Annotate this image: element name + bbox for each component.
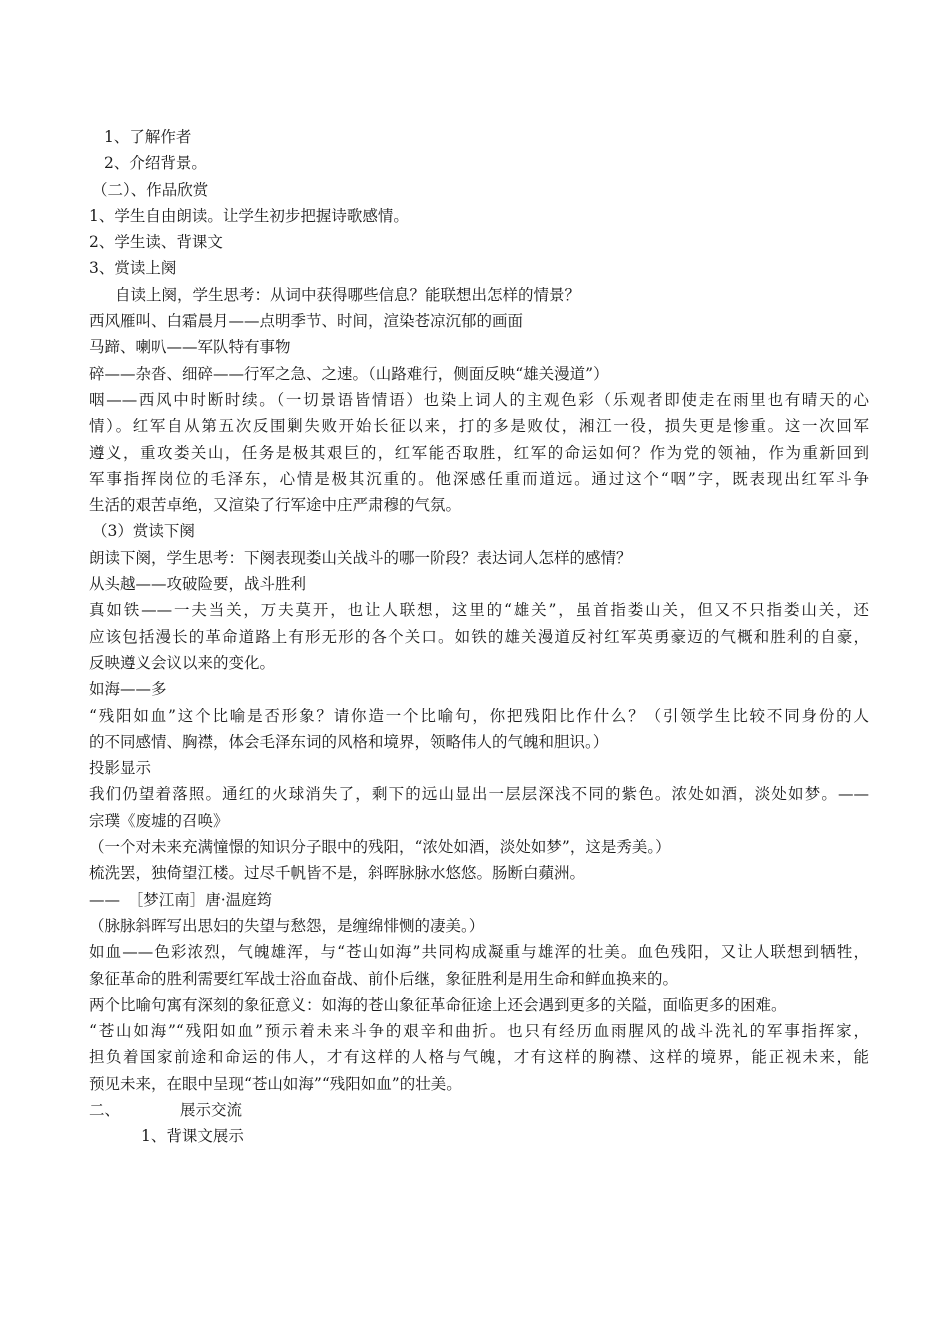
paragraph-line: 如血——色彩浓烈，气魄雄浑，与“苍山如海”共同构成凝重与雄浑的壮美。血色残阳，又让人联想到牺牲， bbox=[89, 943, 869, 962]
text-line: 从头越——攻破险要，战斗胜利 bbox=[89, 575, 307, 594]
text-line: 1、背课文展示 bbox=[141, 1127, 244, 1146]
section-number: 二、 bbox=[89, 1100, 121, 1119]
paragraph-line: 象征革命的胜利需要红军战士浴血奋战、前仆后继，象征胜利是用生命和鲜血换来的。 bbox=[89, 969, 679, 988]
text-line: 朗读下阕，学生思考：下阕表现娄山关战斗的哪一阶段？表达词人怎样的感情？ bbox=[89, 548, 632, 567]
paragraph-line: 情）。红军自从第五次反围剿失败开始长征以来，打的多是败仗，湘江一役，损失更是惨重。这一次回军 bbox=[89, 417, 869, 436]
paragraph-line: 的不同感情、胸襟，体会毛泽东词的风格和境界，领略伟人的气魄和胆识。） bbox=[89, 732, 609, 751]
section-title: 展示交流 bbox=[180, 1100, 243, 1119]
text-line: 马蹄、喇叭——军队特有事物 bbox=[89, 338, 291, 357]
text-line: 自读上阕，学生思考：从词中获得哪些信息？能联想出怎样的情景？ bbox=[115, 285, 581, 304]
text-line: 西风雁叫、白霜晨月——点明季节、时间，渲染苍凉沉郁的画面 bbox=[89, 312, 524, 331]
text-line: 投影显示 bbox=[89, 759, 152, 778]
quote-source: 宗璞《废墟的召唤》 bbox=[89, 811, 229, 830]
text-line: 1、了解作者 bbox=[104, 128, 192, 146]
text-line: 如海——多 bbox=[89, 680, 167, 699]
paragraph-line: 反映遵义会议以来的变化。 bbox=[89, 653, 276, 672]
paragraph-line: “苍山如海”“残阳如血”预示着未来斗争的艰辛和曲折。也只有经历血雨腥风的战斗洗礼的军事指挥家， bbox=[89, 1022, 869, 1041]
text-line: 碎——杂沓、细碎——行军之急、之速。（山路难行，侧面反映“雄关漫道”） bbox=[89, 364, 609, 383]
poem-line: 梳洗罢，独倚望江楼。过尽千帆皆不是，斜晖脉脉水悠悠。肠断白蘋洲。 bbox=[89, 864, 586, 883]
text-line: 2、介绍背景。 bbox=[104, 154, 207, 173]
poem-source: —— ［梦江南］唐·温庭筠 bbox=[89, 890, 273, 909]
paragraph-line: 军事指挥岗位的毛泽东，心情是极其沉重的。他深感任重而道远。通过这个“咽”字，既表现出红军斗争 bbox=[89, 469, 869, 488]
text-line: （一个对未来充满憧憬的知识分子眼中的残阳，“浓处如酒，淡处如梦”，这是秀美。） bbox=[89, 838, 671, 857]
paragraph-line: 担负着国家前途和命运的伟人，才有这样的人格与气魄，才有这样的胸襟、这样的境界，能正视未来，能 bbox=[89, 1048, 869, 1067]
paragraph-line: 生活的艰苦卓绝，又渲染了行军途中庄严肃穆的气氛。 bbox=[89, 496, 462, 515]
paragraph-line: 两个比喻句寓有深刻的象征意义：如海的苍山象征革命征途上还会遇到更多的关隘，面临更多的困难。 bbox=[89, 995, 787, 1014]
text-line: 1、学生自由朗读。让学生初步把握诗歌感情。 bbox=[89, 206, 409, 225]
paragraph-line: 预见未来，在眼中呈现“苍山如海”“残阳如血”的壮美。 bbox=[89, 1074, 462, 1093]
paragraph-line: “残阳如血”这个比喻是否形象？请你造一个比喻句，你把残阳比作什么？（引领学生比较不同身份的人 bbox=[89, 706, 869, 725]
document-body bbox=[89, 124, 869, 1150]
quote-line: 我们仍望着落照。通红的火球消失了，剩下的远山显出一层层深浅不同的紫色。浓处如酒，淡处如梦。—— bbox=[89, 785, 869, 804]
paragraph-line: 真如铁——一夫当关，万夫莫开，也让人联想，这里的“雄关”，虽首指娄山关，但又不只指娄山关，还 bbox=[89, 601, 869, 620]
text-line: 3、赏读上阕 bbox=[89, 259, 177, 278]
paragraph-line: 咽——西风中时断时续。（一切景语皆情语）也染上词人的主观色彩（乐观者即使走在雨里也有晴天的心 bbox=[89, 390, 869, 409]
paragraph-line: 遵义，重攻娄关山，任务是极其艰巨的，红军能否取胜，红军的命运如何？作为党的领袖，作为重新回到 bbox=[89, 443, 869, 462]
section-heading: （二）、作品欣赏 bbox=[92, 180, 209, 199]
paragraph-line: 应该包括漫长的革命道路上有形无形的各个关口。如铁的雄关漫道反衬红军英勇豪迈的气概和胜利的自豪， bbox=[89, 627, 869, 646]
section-heading-two bbox=[89, 1097, 869, 1123]
section-heading: （3）赏读下阕 bbox=[92, 522, 195, 541]
text-line: 2、学生读、背课文 bbox=[89, 233, 223, 252]
text-line: （脉脉斜晖写出思妇的失望与愁怨，是缠绵悱恻的凄美。） bbox=[89, 916, 485, 935]
